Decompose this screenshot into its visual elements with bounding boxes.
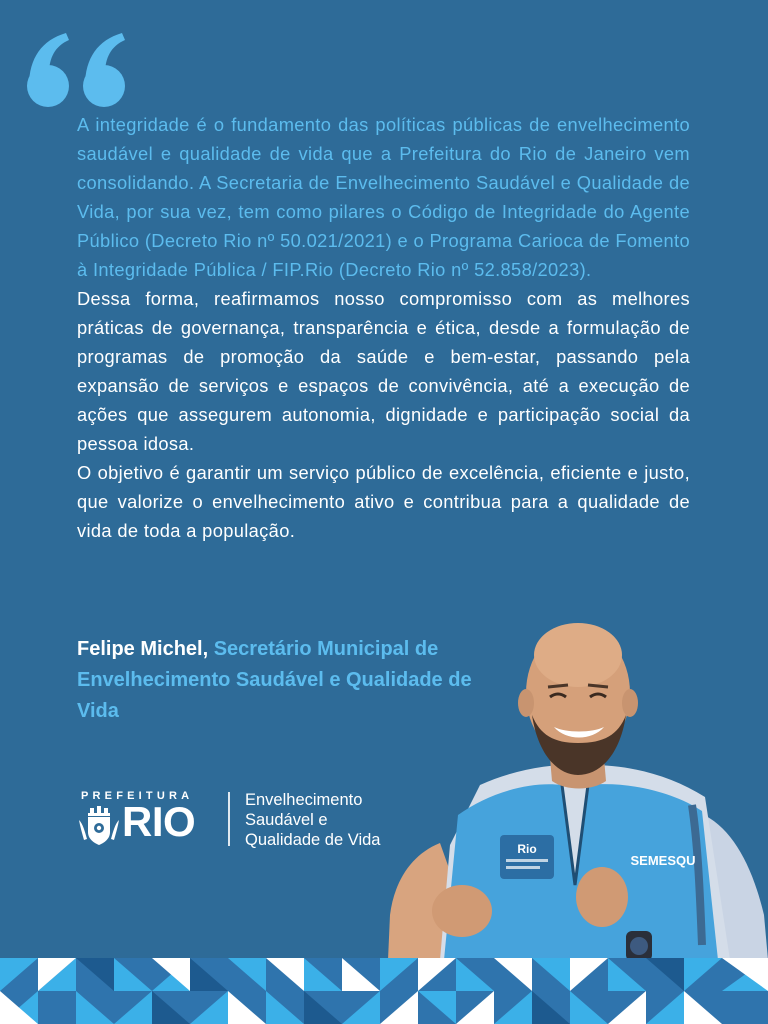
secretary-portrait — [380, 615, 768, 975]
signature-name: Felipe Michel, — [77, 638, 209, 660]
quote-paragraph-2: Dessa forma, reafirmamos nosso compromisso com as melhores práticas de governança, transparência e ética, desde a formulação de programas de promoção da saúde e bem-estar, passando pela expansão de serviços e espaços de convivência, até a execução de ações que assegurem autonomia, dignidade e participação social da pessoa idosa. — [77, 288, 690, 454]
signature-title: Secretário Municipal de Envelhecimento Saudável e Qualidade de Vida — [77, 638, 472, 722]
logo-secretaria-line: Qualidade de Vida — [245, 831, 381, 849]
logo-secretaria-line: Envelhecimento — [245, 791, 363, 809]
logo-divider — [228, 792, 230, 846]
prefeitura-rio-logo — [78, 790, 408, 850]
coat-of-arms-icon — [78, 806, 120, 846]
quote-text — [77, 110, 690, 545]
vest-label-text: SEMESQU — [630, 853, 696, 868]
logo-secretaria-line: Saudável e — [245, 811, 328, 829]
quote-mark-icon — [26, 32, 130, 108]
logo-secretaria-name — [245, 790, 380, 850]
quote-accent-paragraph: A integridade é o fundamento das políticas públicas de envelhecimento saudável e qualidade de vida que a Prefeitura do Rio de Janeiro vem consolidando. A Secretaria de Envelhecimento Saudável e Qualidade de Vida, por sua vez, tem como pilares o Código de Integridade do Agente Público (Decreto Rio nº 50.021/2021) e o Programa Carioca de Fomento à Integridade Pública / FIP.Rio (Decreto Rio nº 52.858/2023). — [77, 114, 690, 280]
logo-prefeitura-text: PREFEITURA — [81, 790, 194, 802]
vest-logo-text: Rio — [517, 842, 537, 856]
logo-rio-text: RIO — [122, 798, 196, 845]
quote-paragraph-3: O objetivo é garantir um serviço público de excelência, eficiente e justo, que valorize o envelhecimento ativo e contribua para a qualidade de vida de toda a população. — [77, 462, 690, 541]
geometric-footer-pattern — [0, 958, 768, 1024]
